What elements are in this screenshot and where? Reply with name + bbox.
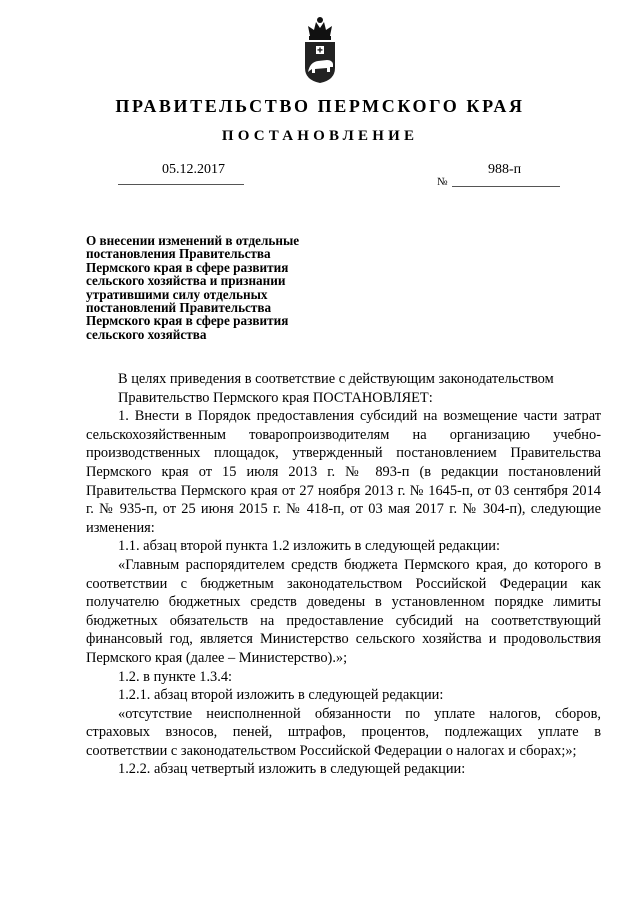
- document-type-title: ПОСТАНОВЛЕНИЕ: [221, 128, 419, 144]
- government-title: ПРАВИТЕЛЬСТВО ПЕРМСКОГО КРАЯ: [115, 96, 525, 116]
- body-paragraph: 1.2. в пункте 1.3.4:: [118, 668, 233, 685]
- number-label: №: [437, 176, 448, 188]
- body-paragraph: Правительство Пермского края ПОСТАНОВЛЯЕТ:: [118, 389, 433, 406]
- document-subject: О внесении изменений в отдельные постановления Правительства Пермского края в сфере развития сельского хозяйства и признании утратившими силу отдельных постановлений Правительства Пермского края в сфере развития сельского хозяйства: [86, 233, 300, 342]
- perm-krai-coat-of-arms-icon: [300, 14, 340, 84]
- document-date: 05.12.2017: [162, 162, 225, 177]
- body-paragraph: В целях приведения в соответствие с действующим законодательством: [118, 371, 554, 387]
- body-paragraph: 1.2.1. абзац второй изложить в следующей редакции:: [118, 687, 444, 704]
- document-body: [86, 370, 601, 779]
- date-underline: [118, 184, 244, 185]
- number-underline: [452, 186, 560, 187]
- body-paragraph: 1.2.2. абзац четвертый изложить в следующей редакции:: [118, 761, 466, 778]
- body-paragraph: «Главным распорядителем средств бюджета Пермского края, до которого в соответствии с бюджетным законодательством Российской Федерации как получателю бюджетных средств доведены в установленном порядке лимиты бюджетных обязательств на предоставление субсидий на соответствующий финансовый год, является Министерство сельского хозяйства и продовольствия Пермского края (далее – Министерство).»;: [86, 556, 601, 666]
- body-paragraph: «отсутствие неисполненной обязанности по уплате налогов, сборов, страховых взносов, пеней, штрафов, процентов, подлежащих уплате в соответствии с законодательством Российской Федерации о налогах и сборах;»;: [86, 705, 601, 759]
- document-number: 988-п: [488, 162, 522, 177]
- body-paragraph: 1. Внести в Порядок предоставления субсидий на возмещение части затрат сельскохозяйственным товаропроизводителям на организацию учебно-производственных площадок, утвержденный постановлением Правительства Пермского края от 15 июля 2013 г. № 893-п (в редакции постановлений Правительства Пермского края от 27 ноября 2013 г. № 1645-п, от 03 сентября 2014 г. № 935-п, от 25 июня 2015 г. № 418-п, от 03 мая 2017 г. № 304-п), следующие изменения:: [86, 408, 601, 536]
- body-paragraph: 1.1. абзац второй пункта 1.2 изложить в следующей редакции:: [118, 538, 501, 555]
